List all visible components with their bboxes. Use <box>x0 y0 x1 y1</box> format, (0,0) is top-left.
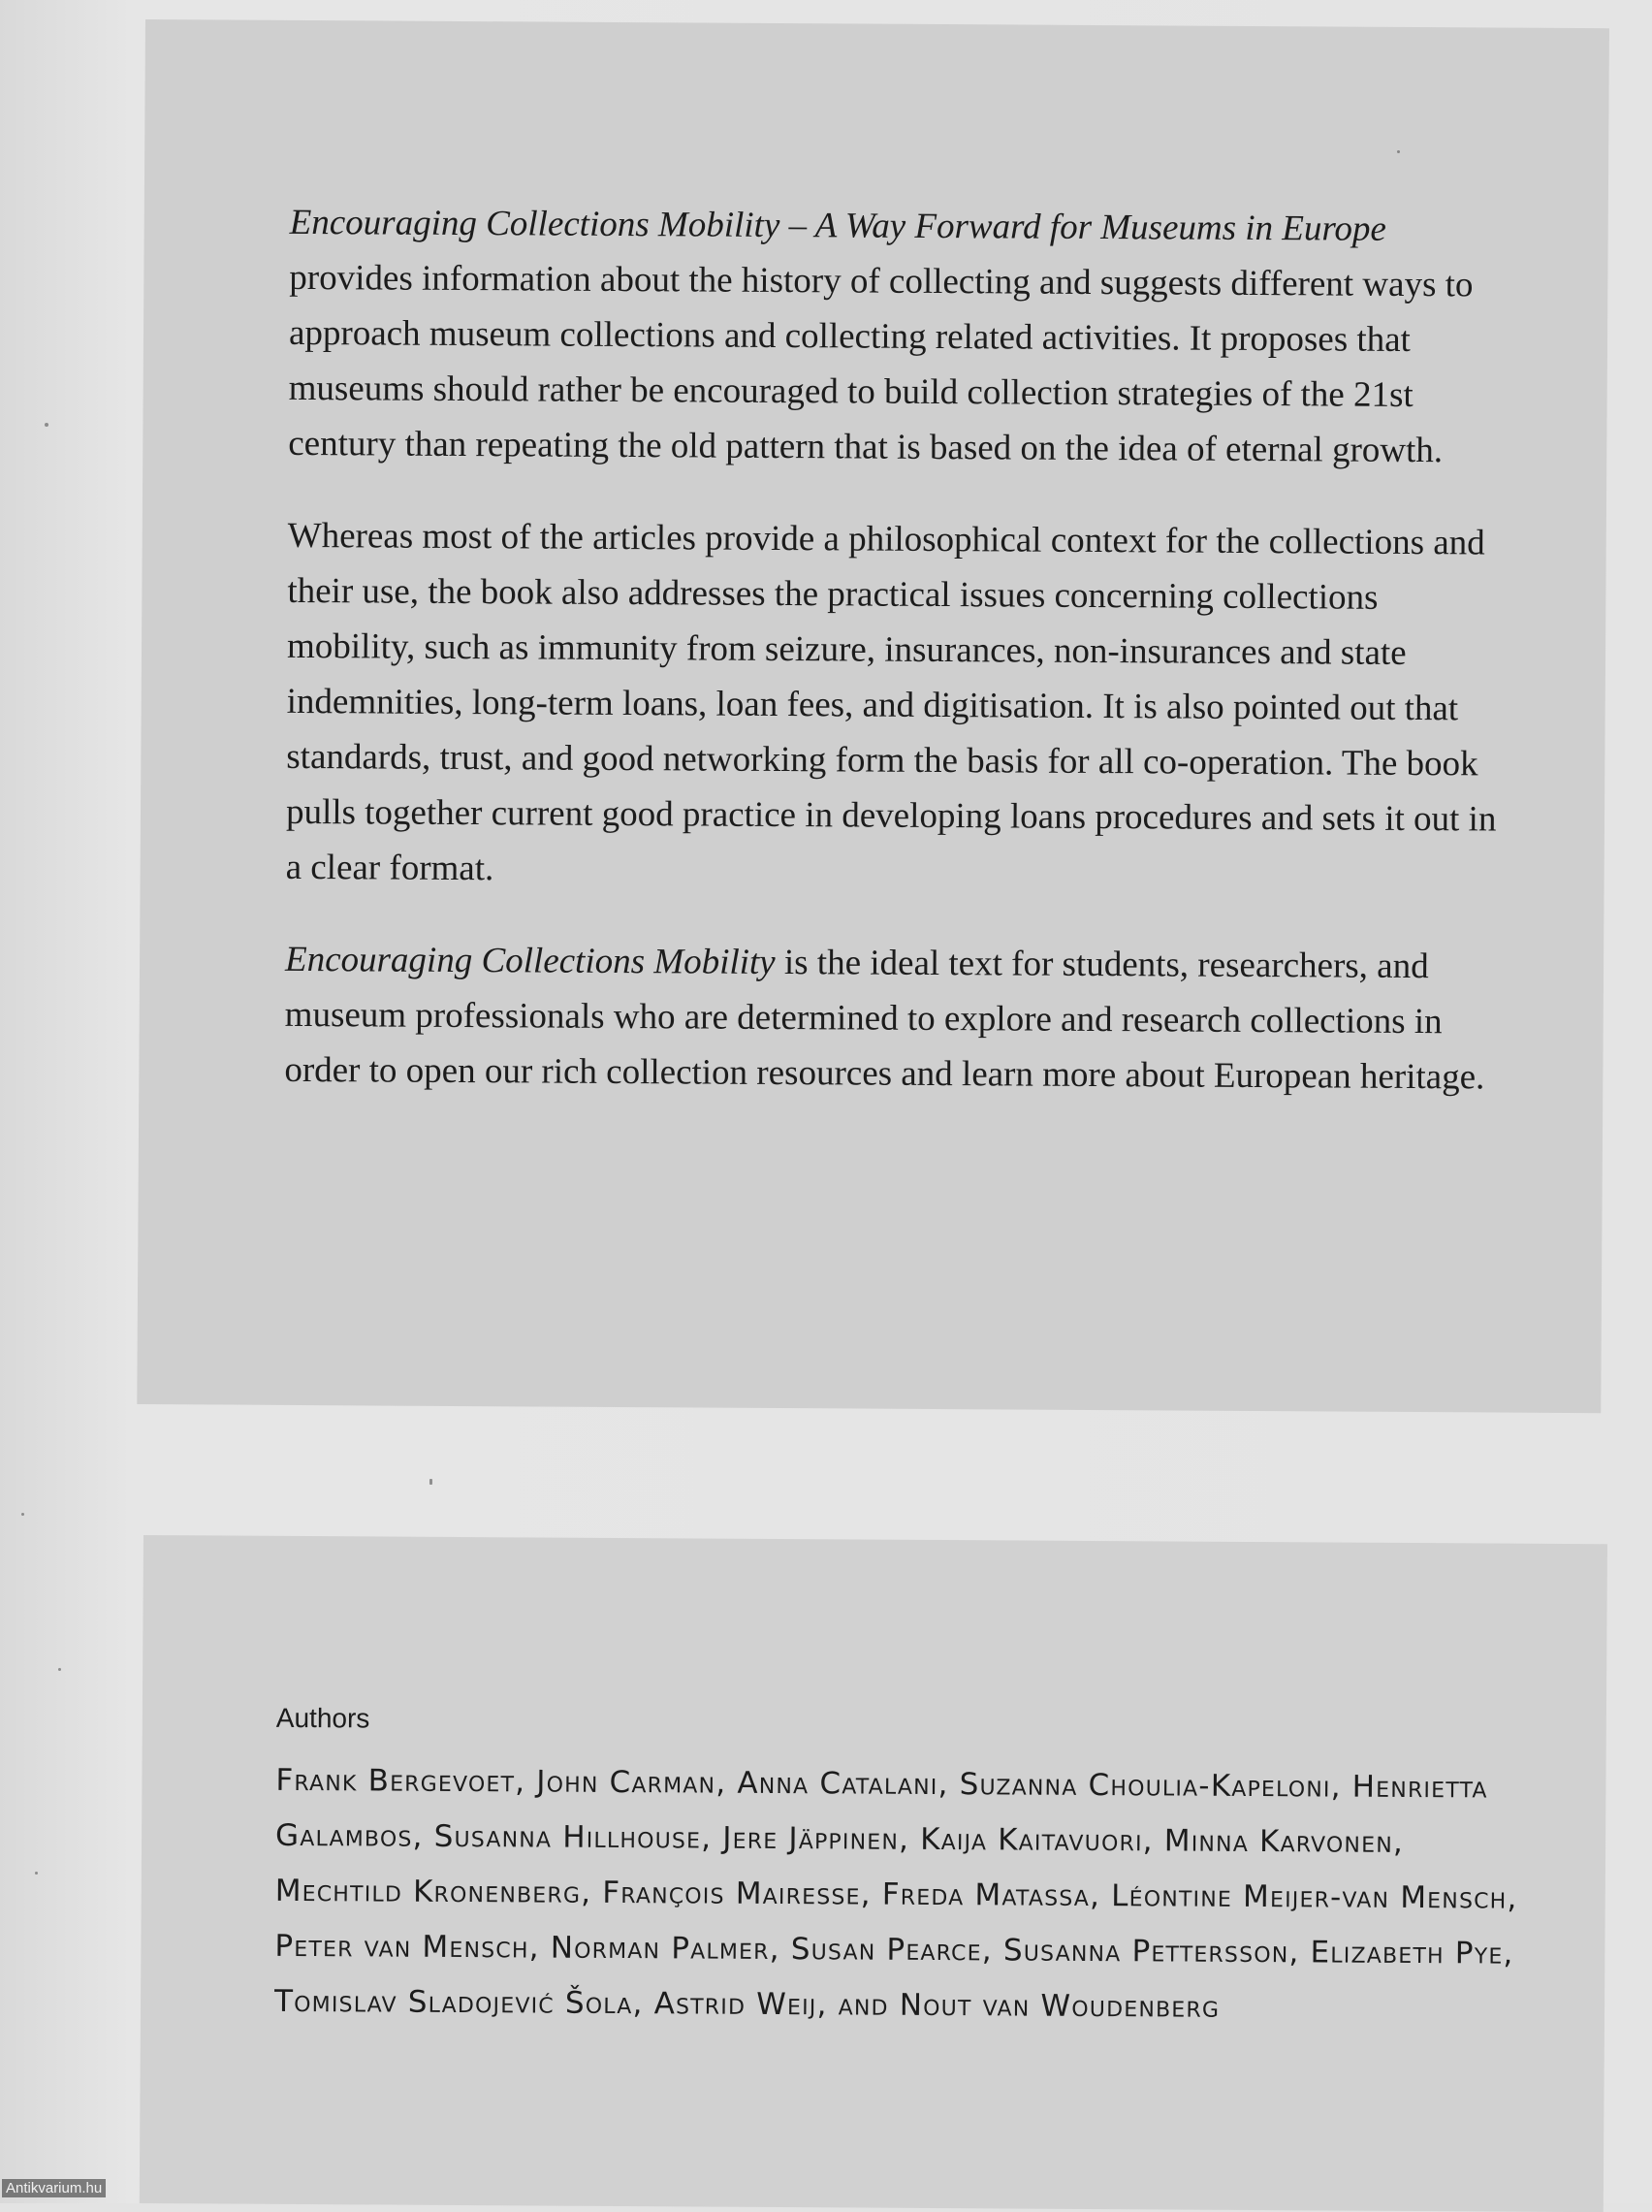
dust-speck <box>1397 150 1400 153</box>
watermark-label: Antikvarium.hu <box>2 2179 106 2197</box>
dust-speck <box>45 423 48 427</box>
paragraph-3-text: is the ideal text for students, researchers, and museum professionals who are determined to explore and research collections in order to open our rich collection resources and learn more about European heritage. <box>284 942 1485 1098</box>
book-description <box>284 195 1511 1106</box>
authors-panel <box>140 1535 1607 2212</box>
book-title-italic: Encouraging Collections Mobility – A Way Forward for Museums in Europe <box>289 202 1387 249</box>
authors-list: Frank Bergevoet, John Carman, Anna Catalani, Suzanna Choulia-Kapeloni, Henrietta Galambos, Susanna Hillhouse, Jere Jäppinen, Kaija Kaitavuori, Minna Karvonen, Mechtild Kronenberg, François Mairesse, Freda Matassa, Léontine Meijer-van Mensch, Peter van Mensch, Norman Palmer, Susan Pearce, Susanna Pettersson, Elizabeth Pye, Tomislav Sladojević Šola, Astrid Weij, and Nout van Woudenberg <box>273 1762 1518 2025</box>
paragraph-2-text: Whereas most of the articles provide a philosophical context for the collections and their use, the book also addresses the practical issues concerning collections mobility, such as immunity from seizure, insurances, non-insurances and state indemnities, long-term loans, loan fees, and digitisation. It is also pointed out that standards, trust, and good networking form the basis for all co-operation. The book pulls together current good practice in developing loans procedures and sets it out in a clear format. <box>285 515 1497 889</box>
description-panel <box>137 19 1609 1413</box>
description-paragraph-2 <box>285 508 1509 903</box>
description-paragraph-3 <box>284 932 1507 1106</box>
dust-speck <box>58 1668 61 1671</box>
paragraph-1-text: provides information about the history of collecting and suggests different ways to approach museum collections and collecting related activities. It proposes that museums should rather be encouraged to build collection strategies of the 21st century than repeating the old pattern that is based on the idea of eternal growth. <box>288 257 1474 471</box>
dust-speck <box>21 1513 24 1516</box>
authors-section <box>274 1699 1537 2037</box>
book-title-short-italic: Encouraging Collections Mobility <box>284 939 776 982</box>
dust-speck <box>429 1479 432 1485</box>
dust-speck <box>35 1872 38 1875</box>
authors-heading: Authors <box>275 1702 370 1734</box>
description-paragraph-1 <box>288 195 1511 479</box>
